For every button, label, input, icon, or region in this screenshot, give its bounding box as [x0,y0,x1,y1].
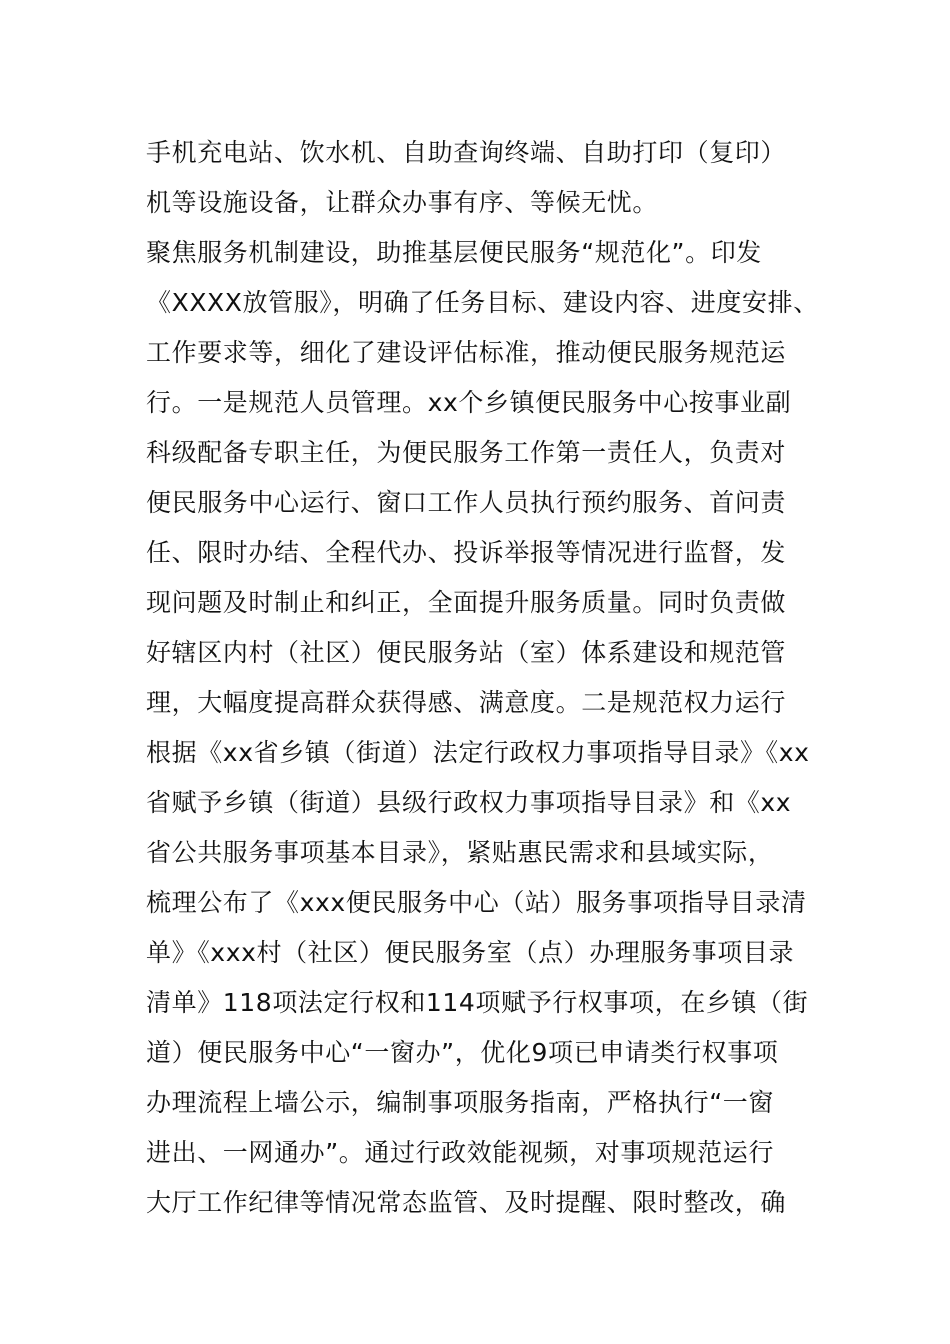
text-line-7: 科级配备专职主任，为便民服务工作第一责任人，负责对 [146,438,787,467]
text-line-9: 任、限时办结、全程代办、投诉举报等情况进行监督，发 [146,538,787,567]
text-line-2: 机等设施设备，让群众办事有序、等候无忧。 [146,188,659,217]
text-line-5: 工作要求等，细化了建设评估标准，推动便民服务规范运 [146,338,787,367]
text-line-14: 省赋予乡镇（街道）县级行政权力事项指导目录》和《xx [146,788,792,817]
text-line-11: 好辖区内村（社区）便民服务站（室）体系建设和规范管 [146,638,787,667]
text-line-18: 清单》118项法定行权和114项赋予行权事项，在乡镇（街 [146,988,809,1017]
text-line-6: 行。一是规范人员管理。xx个乡镇便民服务中心按事业副 [146,388,792,417]
text-line-10: 现问题及时制止和纠正，全面提升服务质量。同时负责做 [146,588,787,617]
text-line-3: 聚焦服务机制建设，助推基层便民服务“规范化”。印发 [146,238,762,267]
text-line-12: 理，大幅度提高群众获得感、满意度。二是规范权力运行 [146,688,787,717]
text-line-13: 根据《xx省乡镇（街道）法定行政权力事项指导目录》《xx [146,738,810,767]
text-line-15: 省公共服务事项基本目录》，紧贴惠民需求和县域实际， [146,838,774,867]
text-line-4: 《XXXX放管服》，明确了任务目标、建设内容、进度安排、 [146,288,819,317]
text-line-8: 便民服务中心运行、窗口工作人员执行预约服务、首问责 [146,488,787,517]
text-line-17: 单》《xxx村（社区）便民服务室（点）办理服务事项目录 [146,938,795,967]
text-line-19: 道）便民服务中心“一窗办”，优化9项已申请类行权事项 [146,1038,779,1067]
text-line-20: 办理流程上墙公示，编制事项服务指南，严格执行“一窗 [146,1088,774,1117]
body-text [146,128,926,1228]
text-line-1: 手机充电站、饮水机、自助查询终端、自助打印（复印） [146,138,787,167]
text-line-16: 梳理公布了《xxx便民服务中心（站）服务事项指导目录清 [146,888,807,917]
text-line-21: 进出、一网通办”。通过行政效能视频，对事项规范运行 [146,1138,774,1167]
text-line-22: 大厅工作纪律等情况常态监管、及时提醒、限时整改，确 [146,1188,787,1217]
